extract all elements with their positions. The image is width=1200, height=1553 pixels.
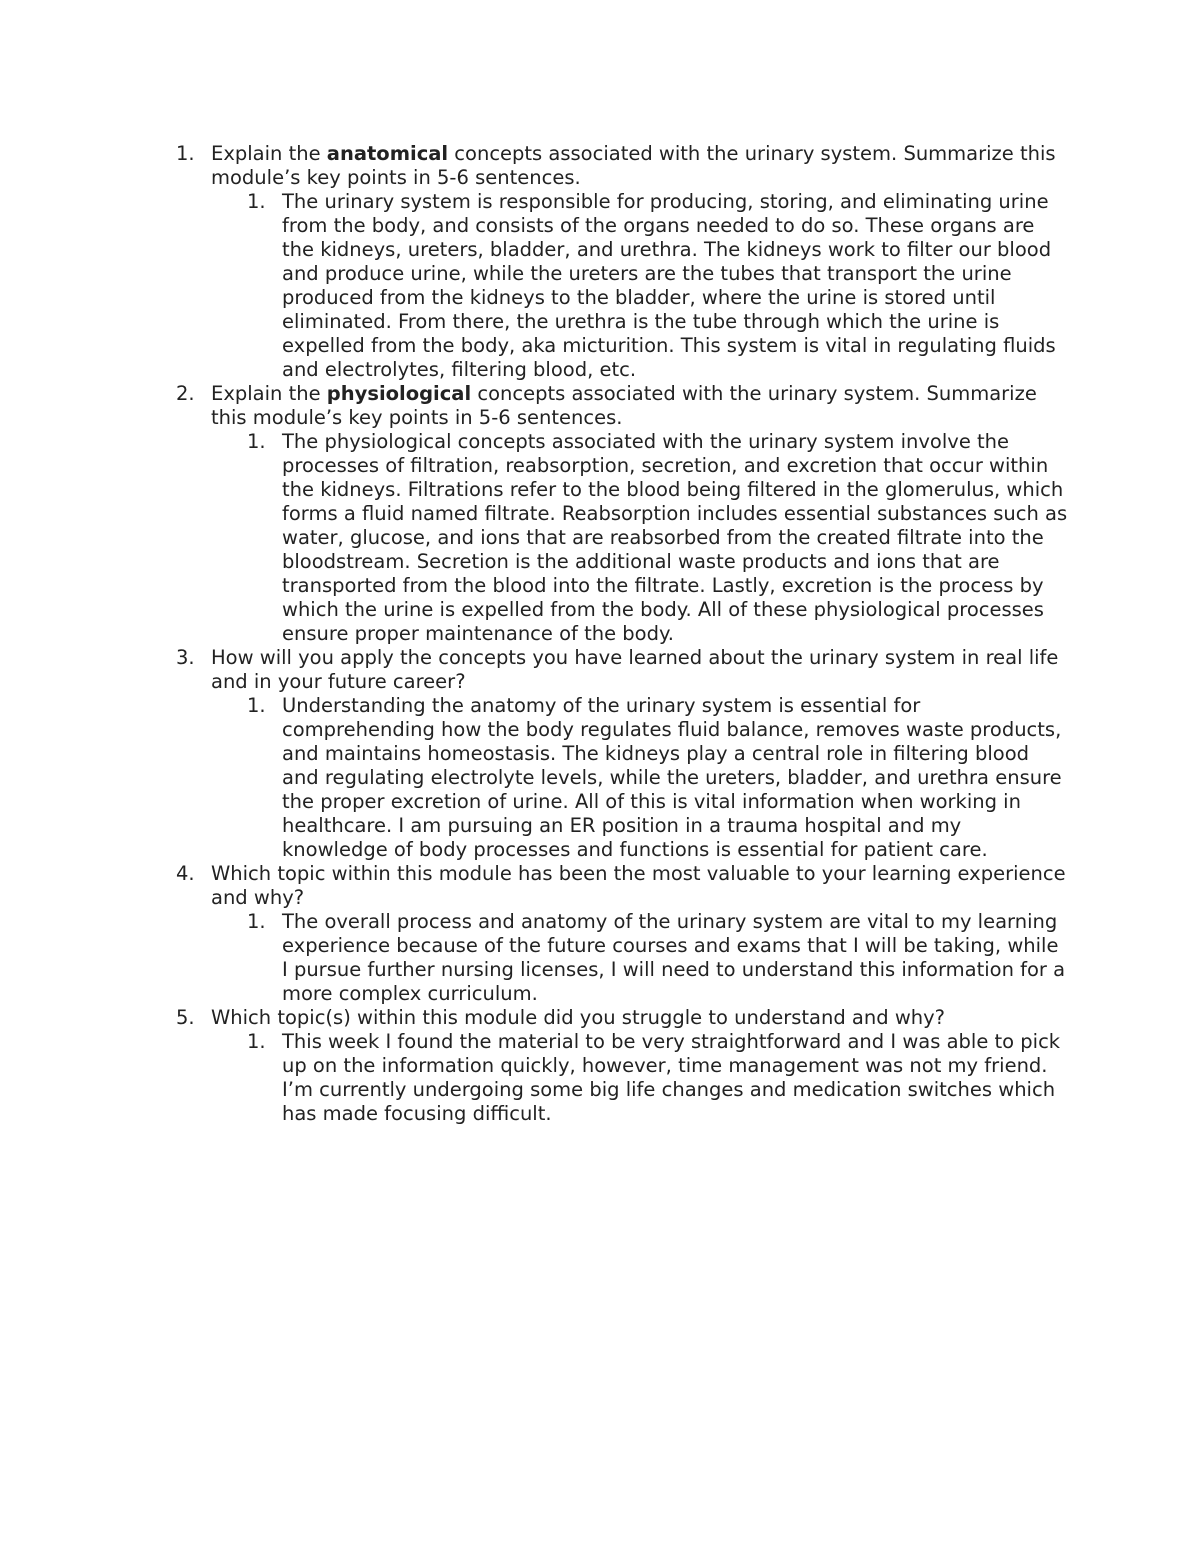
- question-number: 4.: [176, 862, 195, 885]
- answer-text: The physiological concepts associated with the urinary system involve the processes of filtration, reabsorption, secretion, and excretion that occur within the kidneys. Filtrations refer to the blood being filtered in the glomerulus, which forms a fluid named filtrate. Reabsorption includes essential substances such as water, glucose, and ions that are reabsorbed from the created filtrate into the bloodstream. Secretion is the additional waste products and ions that are transported from the blood into the filtrate. Lastly, excretion is the process by which the urine is expelled from the body. All of these physiological processes ensure proper maintenance of the body.: [282, 430, 1068, 645]
- answer-item: [211, 430, 1068, 646]
- question-item-4: [168, 862, 1068, 1006]
- question-prefix: Explain the: [211, 382, 327, 405]
- question-emphasis: anatomical: [326, 142, 449, 165]
- answer-number: 1.: [247, 694, 266, 717]
- answer-list: [211, 694, 1068, 862]
- question-number: 1.: [176, 142, 195, 165]
- question-prefix: Explain the: [211, 142, 327, 165]
- question-item-3: [168, 646, 1068, 862]
- question-text: [211, 382, 1068, 430]
- question-suffix: concepts associated with the urinary system. Summarize this module’s key points in 5-6 sentences.: [211, 382, 1037, 429]
- answer-list: [211, 910, 1068, 1006]
- question-emphasis: physiological: [326, 382, 472, 405]
- question-suffix: concepts associated with the urinary system. Summarize this module’s key points in 5-6 sentences.: [211, 142, 1056, 189]
- question-text: How will you apply the concepts you have learned about the urinary system in real life and in your future career?: [211, 646, 1059, 693]
- answer-item: [211, 694, 1068, 862]
- question-item-1: [168, 142, 1068, 382]
- question-text: [211, 142, 1068, 190]
- answer-list: [211, 1030, 1068, 1126]
- answer-text: Understanding the anatomy of the urinary system is essential for comprehending how the body regulates fluid balance, removes waste products, and maintains homeostasis. The kidneys play a central role in filtering blood and regulating electrolyte levels, while the ureters, bladder, and urethra ensure the proper excretion of urine. All of this is vital information when working in healthcare. I am pursuing an ER position in a trauma hospital and my knowledge of body processes and functions is essential for patient care.: [282, 694, 1062, 861]
- answer-list: [211, 430, 1068, 646]
- answer-text: This week I found the material to be very straightforward and I was able to pick up on the information quickly, however, time management was not my friend. I’m currently undergoing some big life changes and medication switches which has made focusing difficult.: [282, 1030, 1061, 1125]
- question-list: [168, 142, 1068, 1126]
- question-text: Which topic(s) within this module did you struggle to understand and why?: [211, 1006, 946, 1029]
- answer-list: [211, 190, 1068, 382]
- answer-item: [211, 1030, 1068, 1126]
- answer-number: 1.: [247, 1030, 266, 1053]
- answer-number: 1.: [247, 190, 266, 213]
- answer-text: The overall process and anatomy of the urinary system are vital to my learning experience because of the future courses and exams that I will be taking, while I pursue further nursing licenses, I will need to understand this information for a more complex curriculum.: [282, 910, 1066, 1005]
- answer-item: [211, 190, 1068, 382]
- question-text: Which topic within this module has been the most valuable to your learning experience and why?: [211, 862, 1066, 909]
- answer-number: 1.: [247, 910, 266, 933]
- question-item-2: [168, 382, 1068, 646]
- answer-number: 1.: [247, 430, 266, 453]
- question-item-5: [168, 1006, 1068, 1126]
- question-number: 2.: [176, 382, 195, 405]
- question-number: 5.: [176, 1006, 195, 1029]
- question-number: 3.: [176, 646, 195, 669]
- answer-text: The urinary system is responsible for producing, storing, and eliminating urine from the body, and consists of the organs needed to do so. These organs are the kidneys, ureters, bladder, and urethra. The kidneys work to filter our blood and produce urine, while the ureters are the tubes that transport the urine produced from the kidneys to the bladder, where the urine is stored until eliminated. From there, the urethra is the tube through which the urine is expelled from the body, aka micturition. This system is vital in regulating fluids and electrolytes, filtering blood, etc.: [282, 190, 1056, 381]
- document-body: [168, 142, 1068, 1126]
- answer-item: [211, 910, 1068, 1006]
